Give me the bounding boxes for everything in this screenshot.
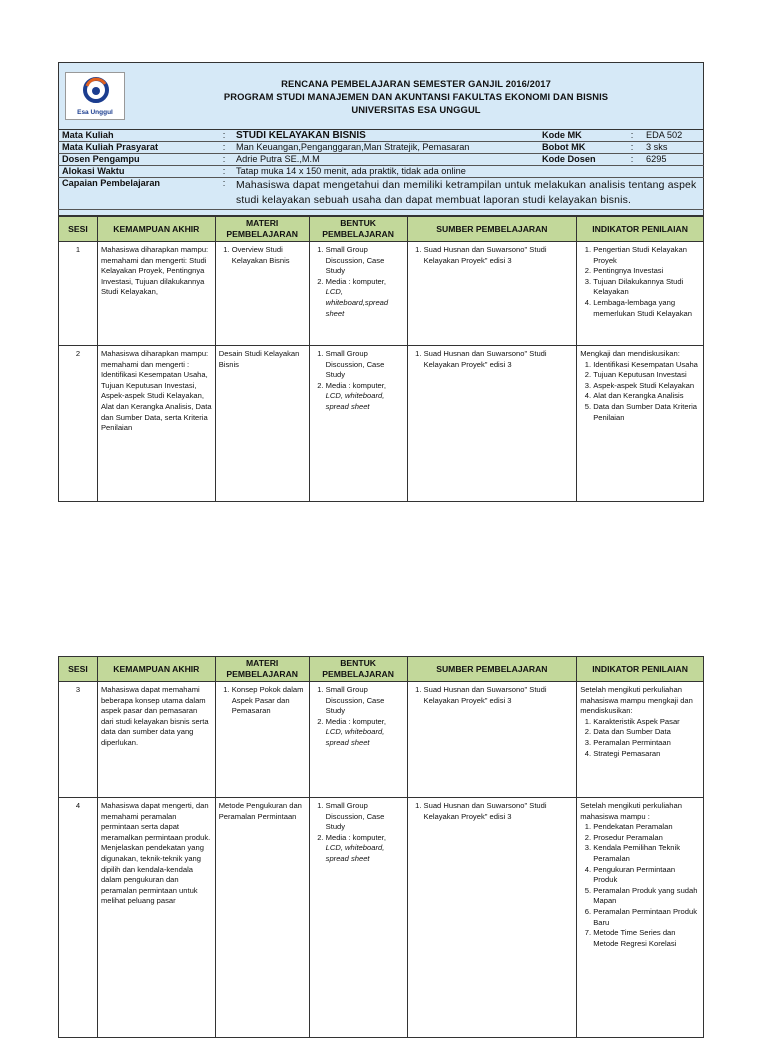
list-item: 2. Data dan Sumber Data xyxy=(593,727,700,738)
list-item: 1. Suad Husnan dan Suwarsono" Studi Kelayakan Proyek" edisi 3 xyxy=(424,245,574,266)
colon: : xyxy=(621,142,643,154)
list-item xyxy=(326,381,404,413)
list-item: 1. Suad Husnan dan Suwarsono" Studi Kelayakan Proyek" edisi 3 xyxy=(424,349,574,370)
title-line-1: RENCANA PEMBELAJARAN SEMESTER GANJIL 2016/2017 xyxy=(281,78,551,89)
indikator-cell xyxy=(577,682,704,798)
list-item: 1. Konsep Pokok dalam Aspek Pasar dan Pemasaran xyxy=(232,685,306,717)
sesi-cell: 2 xyxy=(59,346,98,502)
bentuk-cell xyxy=(309,798,407,1038)
col-header-bentuk: BENTUK PEMBELAJARAN xyxy=(309,657,407,682)
media-tools-text: LCD, whiteboard, spread sheet xyxy=(325,727,385,747)
media-text: Media : komputer, xyxy=(325,832,386,842)
indikator-intro: Setelah mengikuti perkuliahan mahasiswa mampu mengkaji dan mendiskusikan: xyxy=(580,685,693,716)
sesi-cell: 4 xyxy=(59,798,98,1038)
kemampuan-cell: Mahasiswa diharapkan mampu: memahami dan mengerti : Identifikasi Kesempatan Usaha, Tujuan Keputusan Investasi, Aspek-aspek Studi Kelayakan, Alat dan Kerangka Analisis, Data dan Sumber Data, serta Kriteria Penilaian xyxy=(97,346,215,502)
list-item: 1. Small Group Discussion, Case Study xyxy=(326,685,404,717)
info-row-prasyarat xyxy=(59,142,704,154)
table-header-row xyxy=(59,217,704,242)
kode-mk-label: Kode MK xyxy=(539,130,621,142)
list-item: 5. Peramalan Produk yang sudah Mapan xyxy=(593,886,700,907)
list-item: 3. Peramalan Permintaan xyxy=(593,738,700,749)
media-tools-text: LCD, whiteboard, spread sheet xyxy=(325,843,385,863)
bentuk-cell xyxy=(309,346,407,502)
logo-text: Esa Unggul xyxy=(77,109,113,116)
indikator-intro: Setelah mengikuti perkuliahan mahasiswa mampu : xyxy=(580,801,682,821)
sesi-cell: 3 xyxy=(59,682,98,798)
table-row xyxy=(59,798,704,1038)
media-tools-text: LCD, whiteboard, spread sheet xyxy=(325,391,385,411)
media-text: Media : komputer, xyxy=(325,276,386,286)
rps-document xyxy=(58,62,704,502)
sumber-cell xyxy=(407,346,577,502)
kode-dosen-label: Kode Dosen xyxy=(539,154,621,166)
sesi-cell: 1 xyxy=(59,242,98,346)
colon: : xyxy=(215,178,233,210)
list-item: 6. Peramalan Permintaan Produk Baru xyxy=(593,907,700,928)
col-header-kemampuan: KEMAMPUAN AKHIR xyxy=(97,657,215,682)
bentuk-cell xyxy=(309,242,407,346)
list-item: 1. Overview Studi Kelayakan Bisnis xyxy=(232,245,306,266)
colon: : xyxy=(215,142,233,154)
table-row xyxy=(59,346,704,502)
list-item: 2. Pentingnya Investasi xyxy=(593,266,700,277)
list-item: 7. Metode Time Series dan Metode Regresi Korelasi xyxy=(593,928,700,949)
session-table-1 xyxy=(58,216,704,502)
session-table-2 xyxy=(58,656,704,1038)
col-header-materi: MATERI PEMBELAJARAN xyxy=(215,657,309,682)
sumber-cell xyxy=(407,798,577,1038)
list-item: 4. Pengukuran Permintaan Produk xyxy=(593,865,700,886)
colon: : xyxy=(215,154,233,166)
dosen-value: Adrie Putra SE.,M.M xyxy=(233,154,539,166)
col-header-indikator: INDIKATOR PENILAIAN xyxy=(577,217,704,242)
table-row xyxy=(59,242,704,346)
colon: : xyxy=(215,130,233,142)
list-item: 1. Small Group Discussion, Case Study xyxy=(326,349,404,381)
document-title xyxy=(129,77,703,116)
materi-cell: Metode Pengukuran dan Peramalan Permintaan xyxy=(215,798,309,1038)
col-header-bentuk: BENTUK PEMBELAJARAN xyxy=(309,217,407,242)
list-item: 4. Alat dan Kerangka Analisis xyxy=(593,391,700,402)
esa-unggul-logo-icon xyxy=(81,76,111,104)
list-item: 1. Suad Husnan dan Suwarsono" Studi Kelayakan Proyek" edisi 3 xyxy=(424,685,574,706)
list-item: 4. Strategi Pemasaran xyxy=(593,749,700,760)
info-spacer xyxy=(59,210,704,216)
title-line-2: PROGRAM STUDI MANAJEMEN DAN AKUNTANSI FAKULTAS EKONOMI DAN BISNIS xyxy=(223,91,609,102)
list-item: 1. Suad Husnan dan Suwarsono" Studi Kelayakan Proyek" edisi 3 xyxy=(424,801,574,822)
alokasi-label: Alokasi Waktu xyxy=(59,166,216,178)
course-info-table xyxy=(58,130,704,216)
capaian-label: Capaian Pembelajaran xyxy=(59,178,216,210)
list-item: 5. Data dan Sumber Data Kriteria Penilaian xyxy=(593,402,700,423)
mata-kuliah-label: Mata Kuliah xyxy=(59,130,216,142)
mata-kuliah-value: STUDI KELAYAKAN BISNIS xyxy=(233,130,539,142)
materi-cell: Desain Studi Kelayakan Bisnis xyxy=(215,346,309,502)
media-text: Media : komputer, xyxy=(325,716,386,726)
list-item: 3. Kendala Pemilihan Teknik Peramalan xyxy=(593,843,700,864)
bobot-value: 3 sks xyxy=(643,142,704,154)
table-row xyxy=(59,682,704,798)
col-header-sesi: SESI xyxy=(59,657,98,682)
col-header-kemampuan: KEMAMPUAN AKHIR xyxy=(97,217,215,242)
document-header xyxy=(58,62,704,130)
sumber-cell xyxy=(407,682,577,798)
materi-cell xyxy=(215,682,309,798)
list-item: 4. Lembaga-lembaga yang memerlukan Studi Kelayakan xyxy=(593,298,700,319)
indikator-intro: Mengkaji dan mendiskusikan: xyxy=(580,349,680,358)
list-item: 1. Pendekatan Peramalan xyxy=(593,822,700,833)
kode-mk-value: EDA 502 xyxy=(643,130,704,142)
list-item: 1. Small Group Discussion, Case Study xyxy=(326,245,404,277)
university-logo xyxy=(65,72,125,120)
info-row-alokasi xyxy=(59,166,704,178)
col-header-sumber: SUMBER PEMBELAJARAN xyxy=(407,657,577,682)
indikator-cell xyxy=(577,798,704,1038)
materi-cell xyxy=(215,242,309,346)
capaian-value: Mahasiswa dapat mengetahui dan memiliki ketrampilan untuk melakukan analisis tentang aspek studi kelayakan sebuah usaha dan dapat membuat laporan studi kelayakan bisnis. xyxy=(233,178,704,210)
list-item: 2. Tujuan Keputusan Investasi xyxy=(593,370,700,381)
info-row-capaian xyxy=(59,178,704,210)
info-row-dosen xyxy=(59,154,704,166)
list-item: 3. Aspek-aspek Studi Kelayakan xyxy=(593,381,700,392)
media-tools-text: LCD, whiteboard,spread sheet xyxy=(325,287,389,318)
indikator-cell xyxy=(577,242,704,346)
col-header-sesi: SESI xyxy=(59,217,98,242)
table-header-row xyxy=(59,657,704,682)
kemampuan-cell: Mahasiswa diharapkan mampu: memahami dan mengerti: Studi Kelayakan Proyek, Pentingnya Investasi, Tujuan dilakukannya Studi Kelayakan, xyxy=(97,242,215,346)
bentuk-cell xyxy=(309,682,407,798)
col-header-indikator: INDIKATOR PENILAIAN xyxy=(577,657,704,682)
kemampuan-cell: Mahasiswa dapat mengerti, dan memahami peramalan permintaan serta dapat meramalkan permintaan produk. Menjelaskan pendekatan yang digunakan, teknik-teknik yang dipilih dan kendala-kendala dalam pengukuran dan peramalan permintaan untuk melihat peluang pasar xyxy=(97,798,215,1038)
list-item xyxy=(326,277,404,319)
sumber-cell xyxy=(407,242,577,346)
list-item xyxy=(326,717,404,749)
dosen-label: Dosen Pengampu xyxy=(59,154,216,166)
kode-dosen-value: 6295 xyxy=(643,154,704,166)
title-line-3: UNIVERSITAS ESA UNGGUL xyxy=(351,104,481,115)
list-item: 1. Identifikasi Kesempatan Usaha xyxy=(593,360,700,371)
bobot-label: Bobot MK xyxy=(539,142,621,154)
list-item: 2. Prosedur Peramalan xyxy=(593,833,700,844)
col-header-sumber: SUMBER PEMBELAJARAN xyxy=(407,217,577,242)
list-item: 1. Pengertian Studi Kelayakan Proyek xyxy=(593,245,700,266)
indikator-cell xyxy=(577,346,704,502)
list-item: 3. Tujuan Dilakukannya Studi Kelayakan xyxy=(593,277,700,298)
list-item: 1. Karakteristik Aspek Pasar xyxy=(593,717,700,728)
colon: : xyxy=(621,130,643,142)
prasyarat-value: Man Keuangan,Penganggaran,Man Stratejik, Pemasaran xyxy=(233,142,539,154)
kemampuan-cell: Mahasiswa dapat memahami beberapa konsep utama dalam aspek pasar dan pemasaran dari studi kelayakan bisnis serta data dan sumber data yang diperlukan. xyxy=(97,682,215,798)
alokasi-value: Tatap muka 14 x 150 menit, ada praktik, tidak ada online xyxy=(233,166,704,178)
list-item xyxy=(326,833,404,865)
media-text: Media : komputer, xyxy=(325,380,386,390)
prasyarat-label: Mata Kuliah Prasyarat xyxy=(59,142,216,154)
colon: : xyxy=(215,166,233,178)
col-header-materi: MATERI PEMBELAJARAN xyxy=(215,217,309,242)
info-row-mata-kuliah xyxy=(59,130,704,142)
colon: : xyxy=(621,154,643,166)
list-item: 1. Small Group Discussion, Case Study xyxy=(326,801,404,833)
